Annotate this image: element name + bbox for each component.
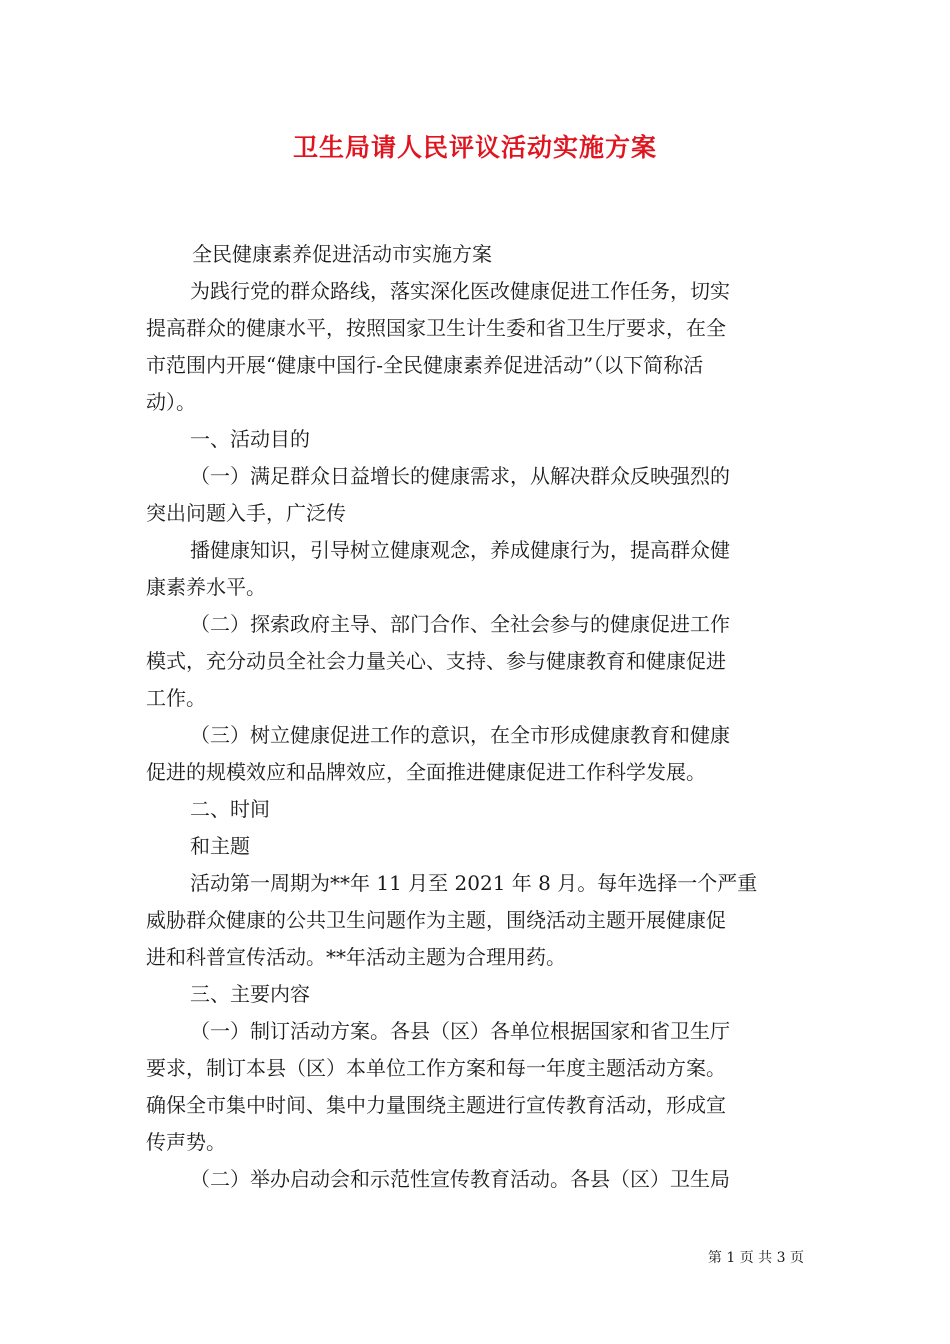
page-title: 卫生局请人民评议活动实施方案 — [292, 133, 657, 162]
paragraph-line: 进和科普宣传活动。**年活动主题为合理用药。 — [146, 945, 566, 969]
paragraph-line: 市范围内开展“健康中国行-全民健康素养促进活动”（以下简称活 — [146, 353, 704, 377]
section-heading: 三、主要内容 — [190, 982, 310, 1006]
paragraph-line: 促进的规模效应和品牌效应，全面推进健康促进工作科学发展。 — [146, 760, 706, 784]
paragraph-line: 传声势。 — [146, 1130, 226, 1154]
paragraph-line: （二）探索政府主导、部门合作、全社会参与的健康促进工作 — [190, 612, 730, 636]
paragraph-line: 康素养水平。 — [146, 575, 266, 599]
paragraph-line: 播健康知识，引导树立健康观念，养成健康行为，提高群众健 — [190, 538, 730, 562]
paragraph-line: （三）树立健康促进工作的意识，在全市形成健康教育和健康 — [190, 723, 730, 747]
paragraph-line: 确保全市集中时间、集中力量围绕主题进行宣传教育活动，形成宣 — [146, 1093, 726, 1117]
paragraph-line: 提高群众的健康水平，按照国家卫生计生委和省卫生厅要求，在全 — [146, 316, 726, 340]
paragraph-line: 为践行党的群众路线，落实深化医改健康促进工作任务，切实 — [190, 279, 730, 303]
paragraph-line: 要求，制订本县（区）本单位工作方案和每一年度主题活动方案。 — [146, 1056, 726, 1080]
paragraph-line: （二）举办启动会和示范性宣传教育活动。各县（区）卫生局 — [190, 1167, 730, 1191]
paragraph-line: （一）满足群众日益增长的健康需求，从解决群众反映强烈的 — [190, 464, 730, 488]
paragraph-line: 全民健康素养促进活动市实施方案 — [192, 242, 492, 266]
section-heading: 一、活动目的 — [190, 427, 310, 451]
paragraph-line: 和主题 — [190, 834, 250, 858]
paragraph-line: 突出问题入手，广泛传 — [146, 501, 346, 525]
paragraph-line: （一）制订活动方案。各县（区）各单位根据国家和省卫生厅 — [190, 1019, 730, 1043]
paragraph-line: 模式，充分动员全社会力量关心、支持、参与健康教育和健康促进 — [146, 649, 726, 673]
document-body — [146, 236, 808, 1198]
paragraph-line: 工作。 — [146, 686, 206, 710]
paragraph-line: 威胁群众健康的公共卫生问题作为主题，围绕活动主题开展健康促 — [146, 908, 726, 932]
page-number: 第 1 页 共 3 页 — [707, 1250, 804, 1266]
paragraph-line: 活动第一周期为**年 11 月至 2021 年 8 月。每年选择一个严重 — [190, 871, 758, 895]
paragraph-line: 动）。 — [146, 390, 196, 414]
section-heading: 二、时间 — [190, 797, 270, 821]
